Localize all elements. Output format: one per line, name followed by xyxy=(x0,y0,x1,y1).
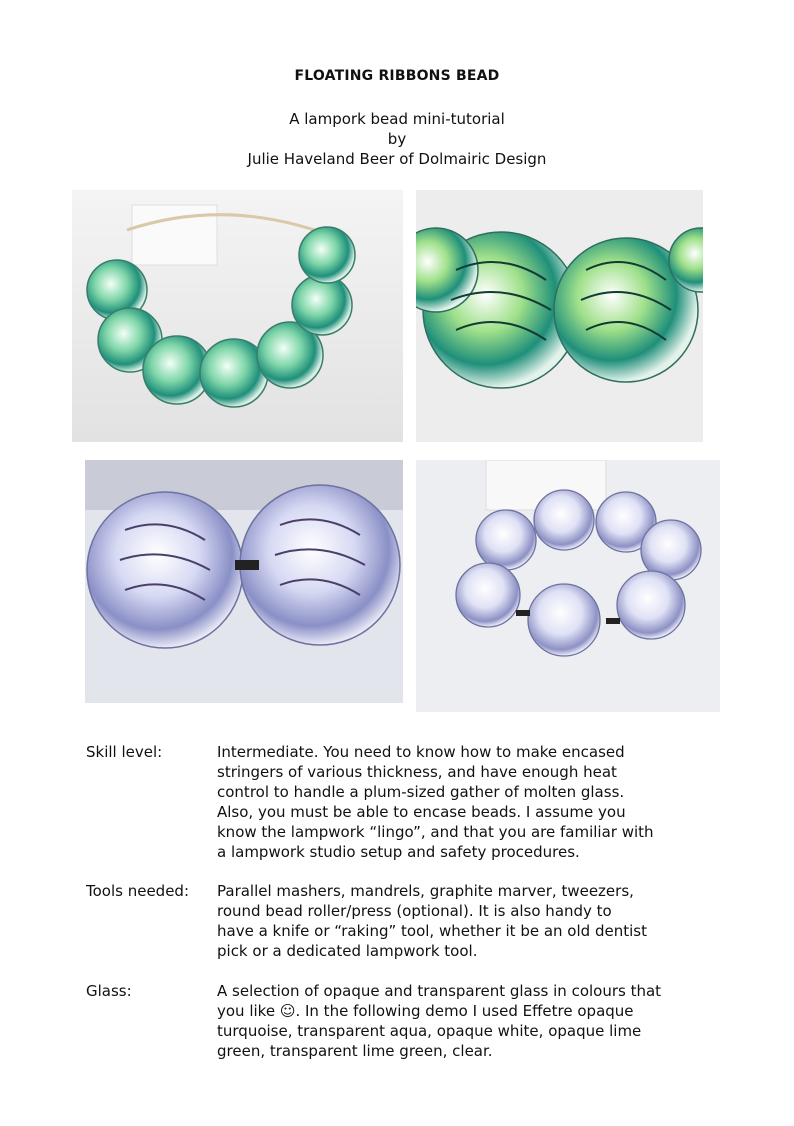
subtitle-line: Julie Haveland Beer of Dolmairic Design xyxy=(247,150,547,168)
section-text xyxy=(217,742,737,862)
text-line: stringers of various thickness, and have enough heat xyxy=(217,763,617,781)
text-line: Parallel mashers, mandrels, graphite marver, tweezers, xyxy=(217,882,634,900)
section-text xyxy=(217,981,737,1061)
text-line: Also, you must be able to encase beads. I assume you xyxy=(217,803,626,821)
text-line: pick or a dedicated lampwork tool. xyxy=(217,942,478,960)
document-title: FLOATING RIBBONS BEAD xyxy=(294,68,500,84)
photo-lavender-bead-pair xyxy=(85,460,403,703)
document-subtitle xyxy=(0,109,794,169)
subtitle-line: by xyxy=(387,130,407,148)
section-label: Skill level: xyxy=(86,743,163,761)
photo-lavender-bead-ring xyxy=(416,460,720,712)
photo-green-bead-closeup xyxy=(416,190,703,442)
text-line: round bead roller/press (optional). It is also handy to xyxy=(217,902,612,920)
text-line: have a knife or “raking” tool, whether it be an old dentist xyxy=(217,922,647,940)
section-label: Tools needed: xyxy=(86,882,190,900)
text-line: control to handle a plum-sized gather of molten glass. xyxy=(217,783,625,801)
text-line: you like ☺. In the following demo I used Effetre opaque xyxy=(217,1002,634,1020)
text-line: A selection of opaque and transparent glass in colours that xyxy=(217,982,662,1000)
section-text xyxy=(217,881,737,961)
text-line: a lampwork studio setup and safety procedures. xyxy=(217,843,580,861)
section-label: Glass: xyxy=(86,982,132,1000)
text-line: green, transparent lime green, clear. xyxy=(217,1042,493,1060)
photo-green-bead-ring xyxy=(72,190,403,442)
subtitle-line: A lampork bead mini-tutorial xyxy=(289,110,505,128)
text-line: Intermediate. You need to know how to make encased xyxy=(217,743,625,761)
text-line: turquoise, transparent aqua, opaque white, opaque lime xyxy=(217,1022,642,1040)
text-line: know the lampwork “lingo”, and that you are familiar with xyxy=(217,823,654,841)
